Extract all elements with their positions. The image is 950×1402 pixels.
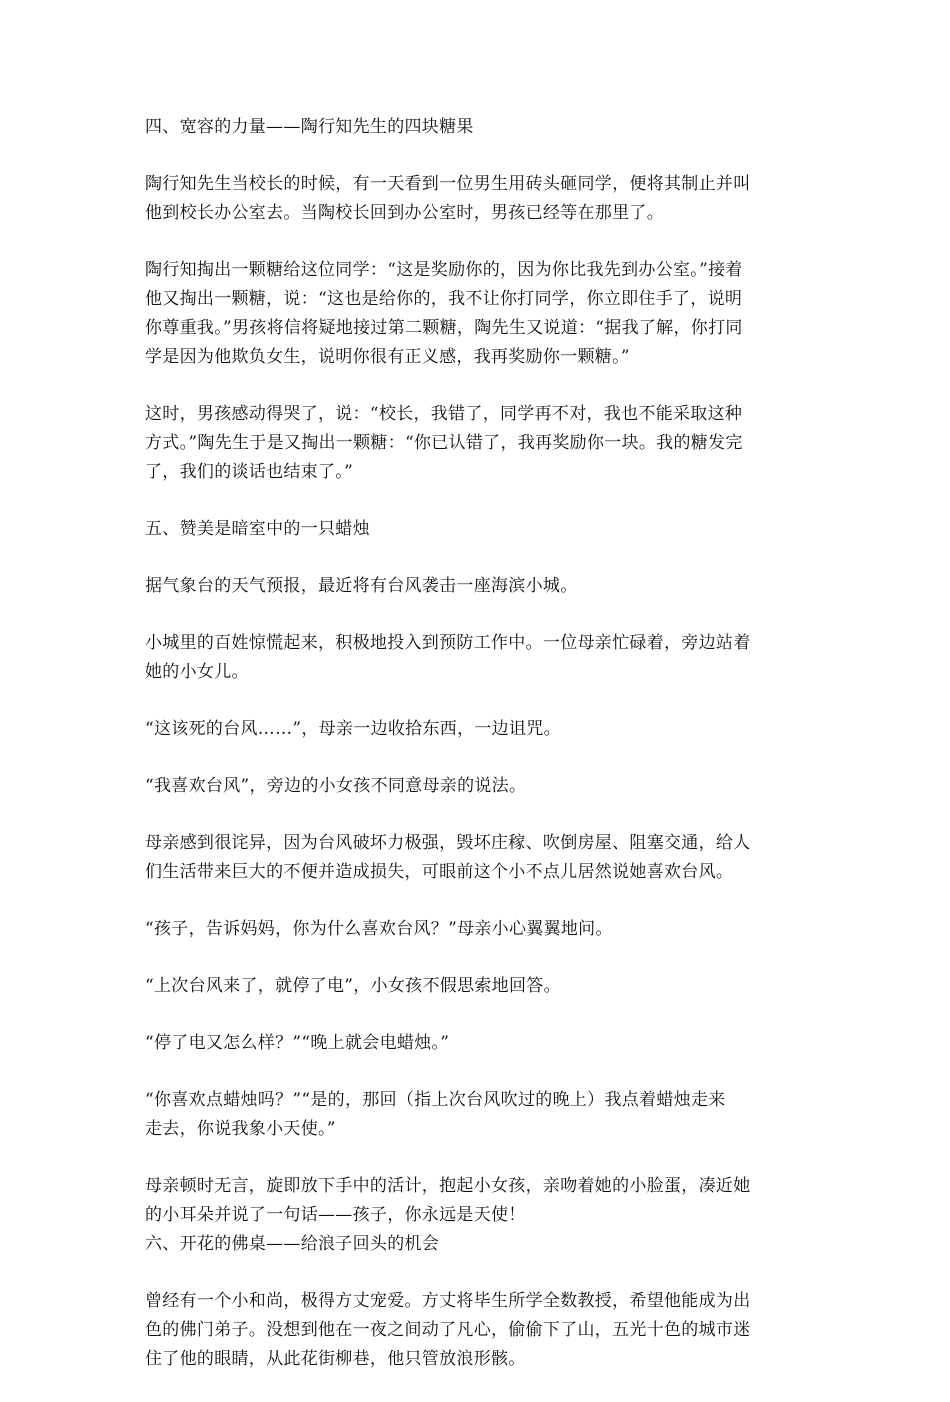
section-heading xyxy=(145,1230,815,1259)
body-paragraph xyxy=(145,256,815,372)
text-line: 曾经有一个小和尚，极得方丈宠爱。方丈将毕生所学全数教授，希望他能成为出 xyxy=(145,1291,751,1311)
text-line: 走去，你说我象小天使。” xyxy=(145,1119,336,1139)
text-line: 他又掏出一颗糖，说：“这也是给你的，我不让你打同学，你立即住手了，说明 xyxy=(145,289,743,309)
body-paragraph xyxy=(145,1287,815,1374)
text-line: 他到校长办公室去。当陶校长回到办公室时，男孩已经等在那里了。 xyxy=(145,203,664,223)
text-line: 母亲感到很诧异，因为台风破坏力极强，毁坏庄稼、吹倒房屋、阻塞交通，给人 xyxy=(145,833,751,853)
document-body xyxy=(145,113,815,1402)
section-heading xyxy=(145,515,815,544)
body-paragraph xyxy=(145,715,815,744)
text-line: 方式。”陶先生于是又掏出一颗糖：“你已认错了，我再奖励你一块。我的糖发完 xyxy=(145,433,743,453)
body-paragraph xyxy=(145,829,815,887)
body-paragraph xyxy=(145,170,815,228)
body-paragraph xyxy=(145,972,815,1001)
text-line: 陶行知先生当校长的时候，有一天看到一位男生用砖头砸同学，便将其制止并叫 xyxy=(145,174,751,194)
text-line: 你尊重我。”男孩将信将疑地接过第二颗糖，陶先生又说道：“据我了解，你打同 xyxy=(145,318,743,338)
text-line: “停了电又怎么样？”“晚上就会电蜡烛。” xyxy=(145,1033,450,1053)
text-line: “这该死的台风……”，母亲一边收拾东西，一边诅咒。 xyxy=(145,719,561,739)
body-paragraph xyxy=(145,772,815,801)
text-line: 她的小女儿。 xyxy=(145,662,249,682)
text-line: 陶行知掏出一颗糖给这位同学：“这是奖励你的，因为你比我先到办公室。”接着 xyxy=(145,260,743,280)
text-line: 据气象台的天气预报，最近将有台风袭击一座海滨小城。 xyxy=(145,576,578,596)
text-line: “上次台风来了，就停了电”，小女孩不假思索地回答。 xyxy=(145,976,561,996)
text-line: 四、宽容的力量——陶行知先生的四块糖果 xyxy=(145,117,474,137)
text-line: 色的佛门弟子。没想到他在一夜之间动了凡心，偷偷下了山，五光十色的城市迷 xyxy=(145,1320,751,1340)
text-line: 的小耳朵并说了一句话——孩子，你永远是天使！ xyxy=(145,1205,526,1225)
text-line: 五、赞美是暗室中的一只蜡烛 xyxy=(145,519,370,539)
text-line: “孩子，告诉妈妈，你为什么喜欢台风？”母亲小心翼翼地问。 xyxy=(145,919,613,939)
text-line: “你喜欢点蜡烛吗？”“是的，那回（指上次台风吹过的晚上）我点着蜡烛走来 xyxy=(145,1090,726,1110)
text-line: 住了他的眼睛，从此花街柳巷，他只管放浪形骸。 xyxy=(145,1349,526,1369)
text-line: 六、开花的佛桌——给浪子回头的机会 xyxy=(145,1234,440,1254)
section-heading xyxy=(145,113,815,142)
body-paragraph xyxy=(145,1086,815,1144)
text-line: 这时，男孩感动得哭了，说：“校长，我错了，同学再不对，我也不能采取这种 xyxy=(145,404,743,424)
body-paragraph xyxy=(145,1172,815,1230)
body-paragraph xyxy=(145,915,815,944)
body-paragraph xyxy=(145,1029,815,1058)
body-paragraph xyxy=(145,629,815,687)
body-paragraph xyxy=(145,572,815,601)
text-line: 小城里的百姓惊慌起来，积极地投入到预防工作中。一位母亲忙碌着，旁边站着 xyxy=(145,633,751,653)
text-line: 母亲顿时无言，旋即放下手中的活计，抱起小女孩，亲吻着她的小脸蛋，凑近她 xyxy=(145,1176,751,1196)
text-line: “我喜欢台风”，旁边的小女孩不同意母亲的说法。 xyxy=(145,776,527,796)
text-line: 们生活带来巨大的不便并造成损失，可眼前这个小不点儿居然说她喜欢台风。 xyxy=(145,862,734,882)
body-paragraph xyxy=(145,400,815,487)
text-line: 了，我们的谈话也结束了。” xyxy=(145,462,354,482)
text-line: 学是因为他欺负女生，说明你很有正义感，我再奖励你一颗糖。” xyxy=(145,347,630,367)
